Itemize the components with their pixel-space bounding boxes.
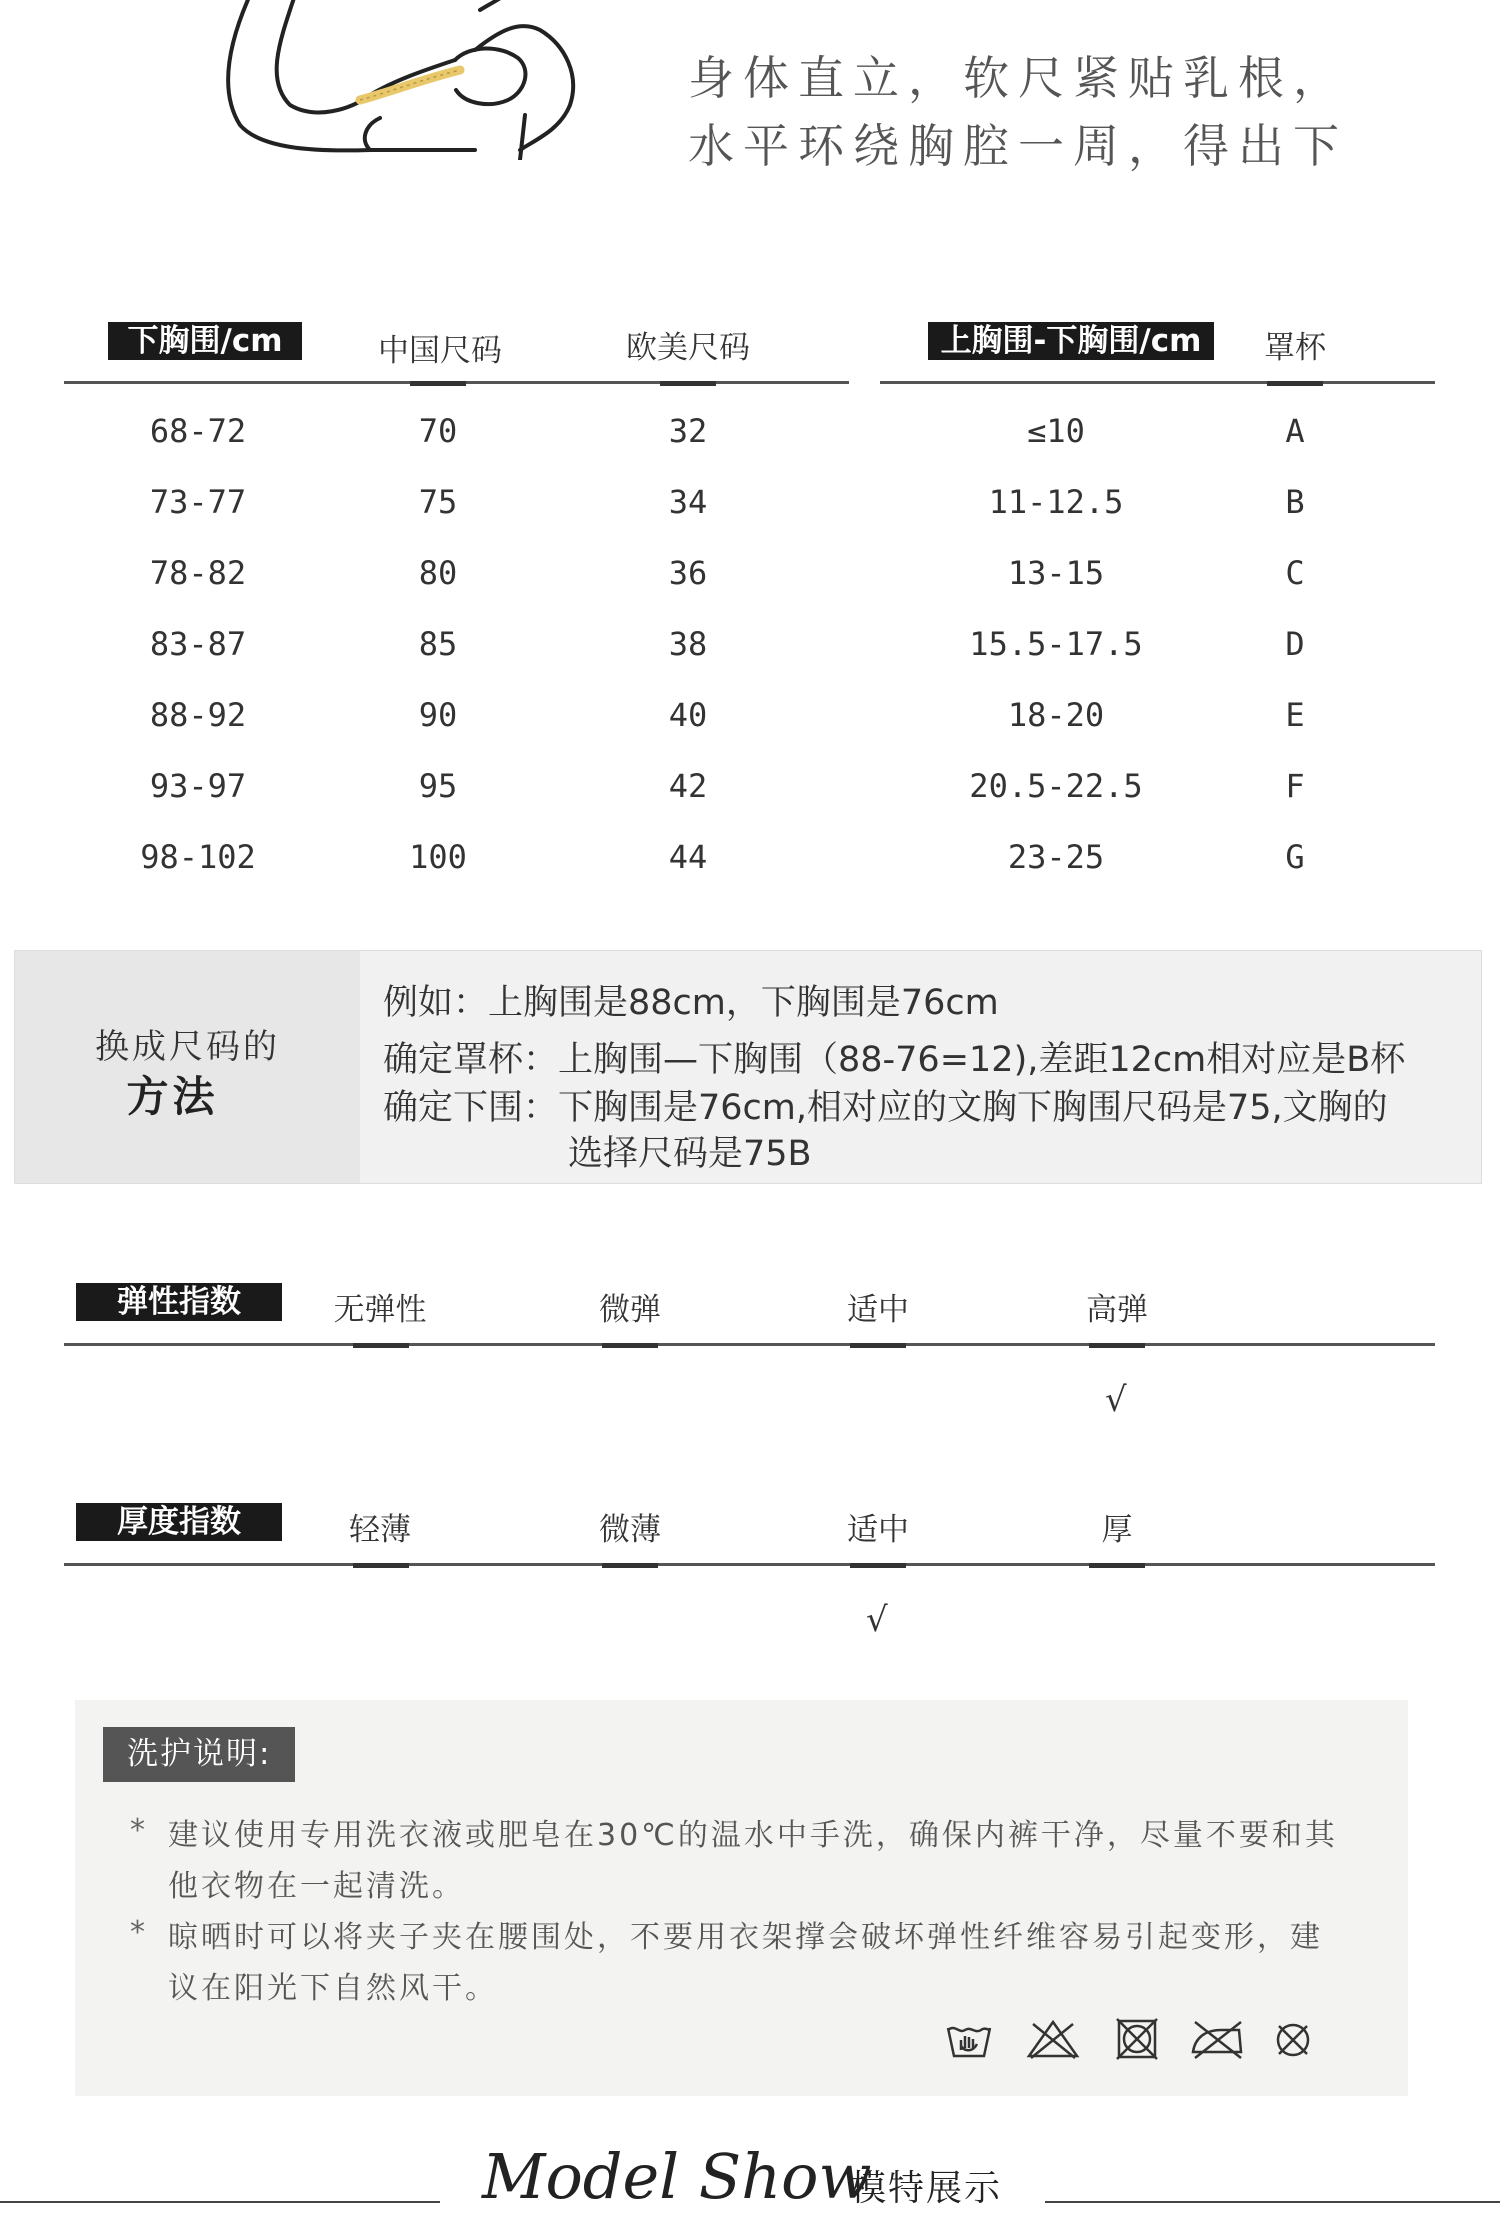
option-tick [850,1343,906,1348]
thickness-checkmark: √ [866,1600,888,1640]
method-label-line1: 换成尺码的 [95,1027,280,1067]
cell-cup: A [1285,412,1305,450]
care-bullet-2: * [130,1915,148,1950]
cell-bust-difference: 20.5-22.5 [969,767,1143,805]
model-show-divider-left [0,2201,440,2203]
cell-eu-us-size: 36 [668,554,708,592]
elasticity-checkmark: √ [1105,1380,1127,1420]
cell-underbust: 83-87 [149,625,247,663]
care-item-1-line2: 他衣物在一起清洗。 [168,1869,465,1904]
cell-underbust: 98-102 [140,838,256,876]
thickness-option-medium: 适中 [847,1512,909,1548]
care-bullet-1: * [130,1813,148,1848]
cell-underbust: 93-97 [149,767,247,805]
cell-bust-difference: ≤10 [1027,412,1085,450]
method-label-panel [15,951,360,1183]
cell-bust-difference: 23-25 [1007,838,1105,876]
table-row [0,554,1500,600]
cell-underbust: 68-72 [149,412,247,450]
method-example: 例如：上胸围是88cm，下胸围是76cm [383,983,999,1023]
elasticity-label: 弹性指数 [76,1283,282,1321]
no-iron-icon [1187,2018,1247,2060]
no-tumble-dry-icon [1115,2018,1159,2060]
elasticity-option-slight: 微弹 [599,1292,661,1328]
table-row [0,696,1500,742]
cell-eu-us-size: 40 [668,696,708,734]
table-row [0,483,1500,529]
thickness-option-thick: 厚 [1101,1512,1133,1548]
method-band-step: 确定下围：下胸围是76cm,相对应的文胸下胸围尺码是75,文胸的 [383,1088,1388,1128]
header-tick [410,381,466,386]
cell-china-size: 70 [418,412,458,450]
method-result: 选择尺码是75B [568,1134,812,1174]
cell-cup: C [1285,554,1305,592]
thickness-label: 厚度指数 [76,1503,282,1541]
size-conversion-box [14,950,1482,1184]
cell-eu-us-size: 44 [668,838,708,876]
cell-cup: B [1285,483,1305,521]
cell-cup: E [1285,696,1305,734]
measuring-illustration [220,0,600,160]
hand-wash-icon [945,2018,993,2060]
elasticity-divider [64,1343,1435,1346]
header-china-size: 中国尺码 [378,333,502,369]
option-tick [353,1343,409,1348]
header-tick [660,381,716,386]
elasticity-option-high: 高弹 [1086,1292,1148,1328]
care-item-2-line1: 晾晒时可以将夹子夹在腰围处，不要用衣架撑会破坏弹性纤维容易引起变形，建 [168,1920,1323,1955]
cell-bust-difference: 11-12.5 [988,483,1124,521]
option-tick [353,1563,409,1568]
table-row [0,838,1500,884]
table-divider-right [880,381,1435,384]
method-label-line2: 方法 [126,1072,219,1121]
option-tick [850,1563,906,1568]
cell-china-size: 85 [418,625,458,663]
cell-bust-difference: 13-15 [1007,554,1105,592]
cell-underbust: 88-92 [149,696,247,734]
header-eu-us-size: 欧美尺码 [626,330,750,366]
cell-cup: D [1285,625,1305,663]
care-item-1-line1: 建议使用专用洗衣液或肥皂在30℃的温水中手洗，确保内裤干净，尽量不要和其 [168,1818,1338,1853]
table-row [0,767,1500,813]
option-tick [602,1563,658,1568]
cell-underbust: 73-77 [149,483,247,521]
elasticity-option-medium: 适中 [847,1292,909,1328]
method-cup-step: 确定罩杯：上胸围—下胸围（88-76=12),差距12cm相对应是B杯 [383,1040,1406,1080]
cell-china-size: 95 [418,767,458,805]
table-row [0,412,1500,458]
cell-china-size: 90 [418,696,458,734]
care-item-2-line2: 议在阳光下自然风干。 [168,1971,498,2006]
cell-china-size: 75 [418,483,458,521]
option-tick [602,1343,658,1348]
care-heading: 洗护说明: [103,1727,295,1782]
cell-eu-us-size: 38 [668,625,708,663]
header-underbust: 下胸围/cm [108,322,302,360]
header-tick [1267,381,1323,386]
cell-eu-us-size: 32 [668,412,708,450]
option-tick [1089,1563,1145,1568]
care-instructions-panel [75,1700,1408,2096]
no-dry-clean-icon [1273,2020,1313,2060]
cell-bust-difference: 18-20 [1007,696,1105,734]
cell-bust-difference: 15.5-17.5 [969,625,1143,663]
cell-eu-us-size: 42 [668,767,708,805]
thickness-option-thin: 微薄 [599,1512,661,1548]
thickness-divider [64,1563,1435,1566]
table-row [0,625,1500,671]
model-show-subtitle: 模特展示 [850,2168,1003,2209]
header-bust-difference: 上胸围-下胸围/cm [928,322,1214,360]
cell-underbust: 78-82 [149,554,247,592]
intro-line-1: 身体直立，软尺紧贴乳根， [688,51,1348,105]
elasticity-option-none: 无弹性 [333,1292,427,1328]
model-show-title: Model Show [482,2140,872,2213]
option-tick [1089,1343,1145,1348]
cell-china-size: 100 [409,838,467,876]
thickness-option-light: 轻薄 [349,1512,411,1548]
cell-cup: F [1285,767,1305,805]
no-bleach-icon [1025,2018,1081,2060]
cell-eu-us-size: 34 [668,483,708,521]
cell-cup: G [1285,838,1305,876]
intro-line-2: 水平环绕胸腔一周，得出下 [688,119,1348,173]
cell-china-size: 80 [418,554,458,592]
header-cup: 罩杯 [1264,330,1326,366]
model-show-divider-right [1045,2201,1500,2203]
